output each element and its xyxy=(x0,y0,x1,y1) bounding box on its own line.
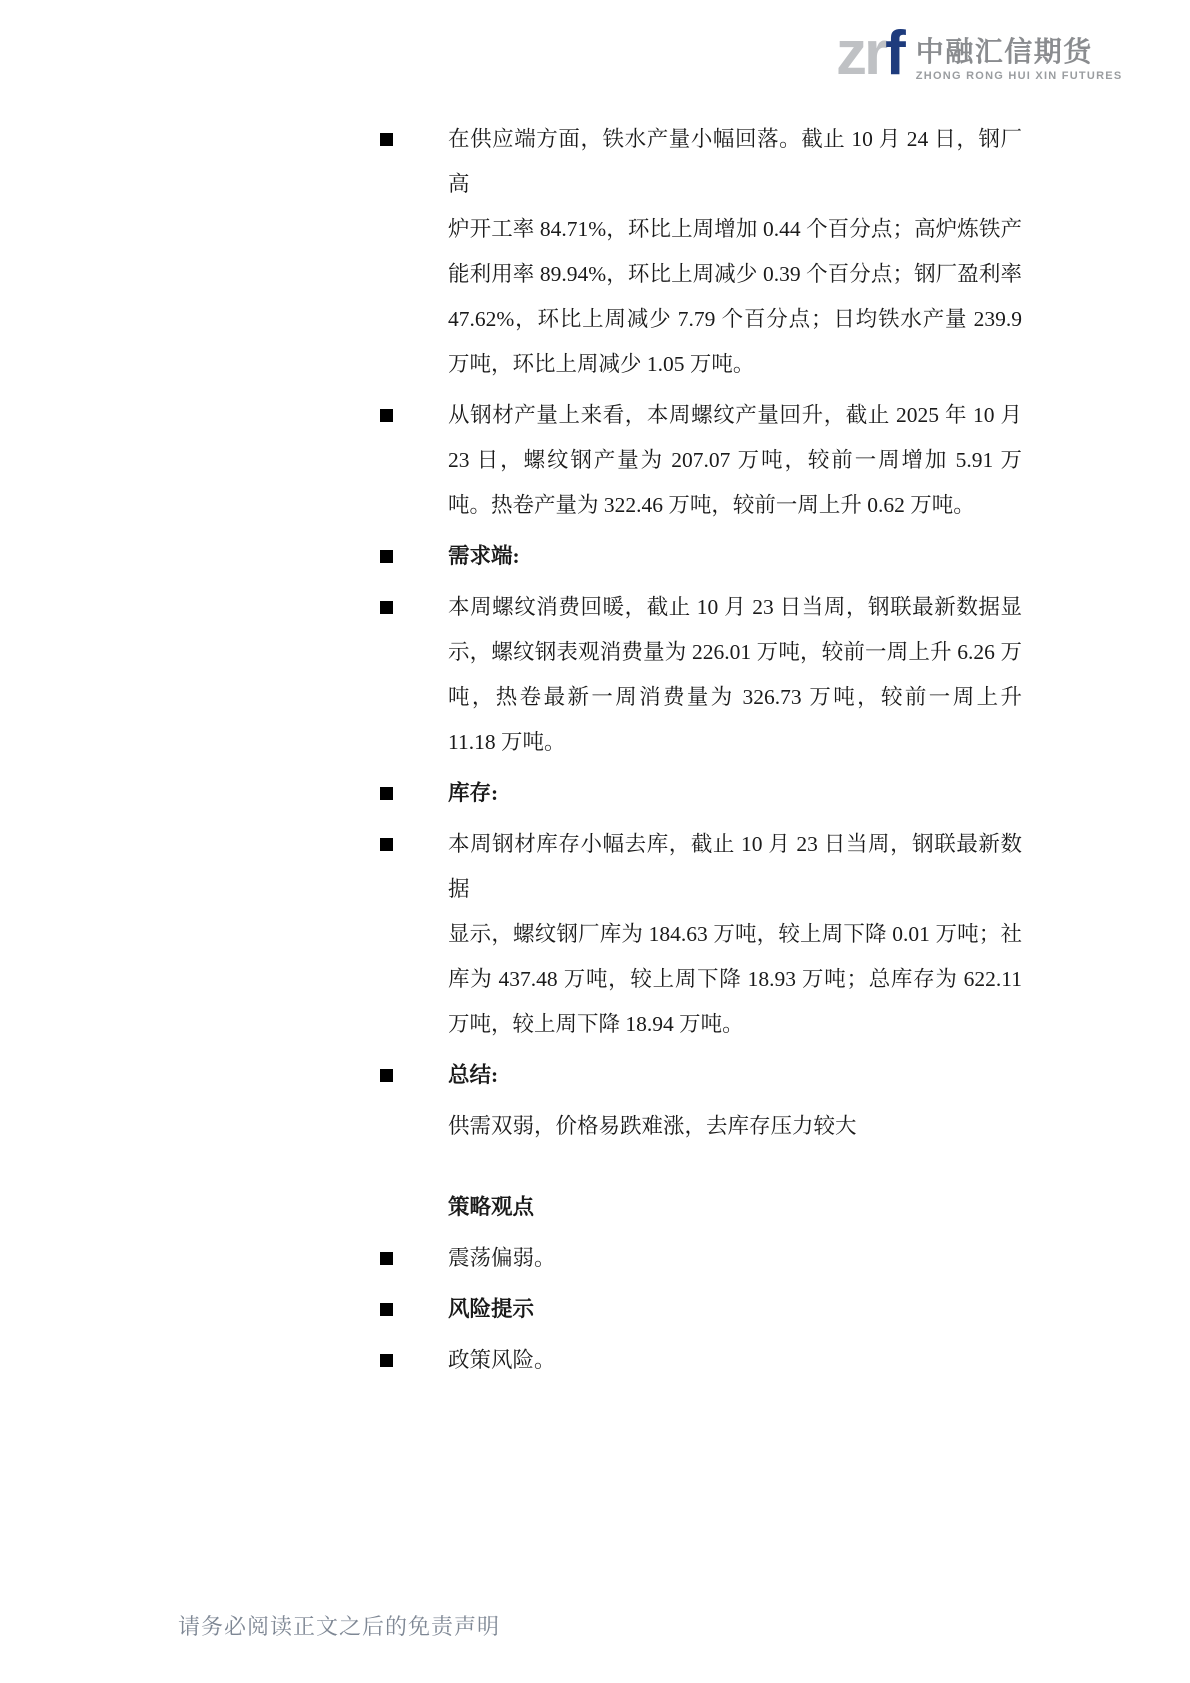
paragraph-text xyxy=(448,117,1022,387)
footer-disclaimer: 请务必阅读正文之后的免责声明 xyxy=(178,1614,501,1639)
bullet-paragraph-demand xyxy=(380,585,1022,765)
paragraph-text xyxy=(448,1104,1022,1149)
paragraph-text xyxy=(448,1053,1022,1098)
paragraph-text xyxy=(448,1236,1022,1281)
section-heading-summary xyxy=(380,1053,1022,1098)
bullet-paragraph-supply xyxy=(380,117,1022,387)
bullet-square-icon xyxy=(380,1354,393,1367)
bullet-paragraph-strategy-view xyxy=(380,1236,1022,1281)
bullet-square-icon xyxy=(380,550,393,563)
paragraph-line: 炉开工率 84.71%，环比上周增加 0.44 个百分点；高炉炼铁产 xyxy=(448,217,1022,241)
bullet-square-icon xyxy=(380,1252,393,1265)
section-heading-label: 库存: xyxy=(448,781,499,805)
paragraph-line: 显示，螺纹钢厂库为 184.63 万吨，较上周下降 0.01 万吨；社 xyxy=(448,922,1022,946)
paragraph-text xyxy=(448,1287,1022,1332)
paragraph-line: 供需双弱，价格易跌难涨，去库存压力较大 xyxy=(448,1114,857,1138)
company-logo xyxy=(836,19,1123,88)
bullet-square-icon xyxy=(380,601,393,614)
section-heading-inventory xyxy=(380,771,1022,816)
paragraph-line: 震荡偏弱。 xyxy=(448,1246,556,1270)
bullet-square-icon xyxy=(380,409,393,422)
bullet-square-icon xyxy=(380,838,393,851)
paragraph-text xyxy=(448,1185,1022,1230)
bullet-paragraph-risk xyxy=(380,1338,1022,1383)
section-heading-label: 策略观点 xyxy=(448,1195,535,1219)
paragraph-text xyxy=(448,534,1022,579)
paragraph-line: 从钢材产量上来看，本周螺纹产量回升，截止 2025 年 10 月 xyxy=(448,403,1022,427)
section-heading-label: 总结: xyxy=(448,1063,499,1087)
paragraph-line: 吨。热卷产量为 322.46 万吨，较前一周上升 0.62 万吨。 xyxy=(448,493,975,517)
bullet-square-icon xyxy=(380,133,393,146)
section-heading-label: 风险提示 xyxy=(448,1297,535,1321)
paragraph-line: 本周钢材库存小幅去库，截止 10 月 23 日当周，钢联最新数据 xyxy=(448,832,1022,901)
paragraph-line: 库为 437.48 万吨，较上周下降 18.93 万吨；总库存为 622.11 xyxy=(448,967,1022,991)
paragraph-line: 吨，热卷最新一周消费量为 326.73 万吨，较前一周上升 xyxy=(448,685,1022,709)
section-heading-strategy xyxy=(380,1185,1022,1230)
bullet-paragraph-inventory xyxy=(380,822,1022,1047)
zrf-wordmark-f: f xyxy=(885,19,903,88)
paragraph-line: 能利用率 89.94%，环比上周减少 0.39 个百分点；钢厂盈利率 xyxy=(448,262,1022,286)
paragraph-text xyxy=(448,822,1022,1047)
zrf-wordmark-zr: zr xyxy=(836,19,886,88)
paragraph-line: 11.18 万吨。 xyxy=(448,730,566,754)
paragraph-text xyxy=(448,585,1022,765)
summary-paragraph xyxy=(380,1104,1022,1149)
paragraph-line: 万吨，较上周下降 18.94 万吨。 xyxy=(448,1012,744,1036)
paragraph-line: 本周螺纹消费回暖，截止 10 月 23 日当周，钢联最新数据显 xyxy=(448,595,1022,619)
company-name-en: ZHONG RONG HUI XIN FUTURES xyxy=(915,70,1123,82)
paragraph-line: 政策风险。 xyxy=(448,1348,556,1372)
company-name-block xyxy=(916,37,1123,82)
section-heading-risk xyxy=(380,1287,1022,1332)
bullet-square-icon xyxy=(380,1069,393,1082)
paragraph-line: 万吨，环比上周减少 1.05 万吨。 xyxy=(448,352,755,376)
paragraph-line: 在供应端方面，铁水产量小幅回落。截止 10 月 24 日，钢厂高 xyxy=(448,127,1022,196)
section-heading-label: 需求端: xyxy=(448,544,520,568)
paragraph-line: 47.62%，环比上周减少 7.79 个百分点；日均铁水产量 239.9 xyxy=(448,307,1022,331)
company-name-cn: 中融汇信期货 xyxy=(915,36,1093,67)
paragraph-text xyxy=(448,771,1022,816)
bullet-square-icon xyxy=(380,1303,393,1316)
paragraph-line: 23 日，螺纹钢产量为 207.07 万吨，较前一周增加 5.91 万 xyxy=(448,448,1022,472)
zrf-wordmark xyxy=(836,19,903,88)
paragraph-text xyxy=(448,393,1022,528)
section-heading-demand xyxy=(380,534,1022,579)
paragraph-text xyxy=(448,1338,1022,1383)
bullet-square-icon xyxy=(380,787,393,800)
paragraph-line: 示，螺纹钢表观消费量为 226.01 万吨，较前一周上升 6.26 万 xyxy=(448,640,1022,664)
report-body xyxy=(380,117,1022,1389)
bullet-paragraph-output xyxy=(380,393,1022,528)
